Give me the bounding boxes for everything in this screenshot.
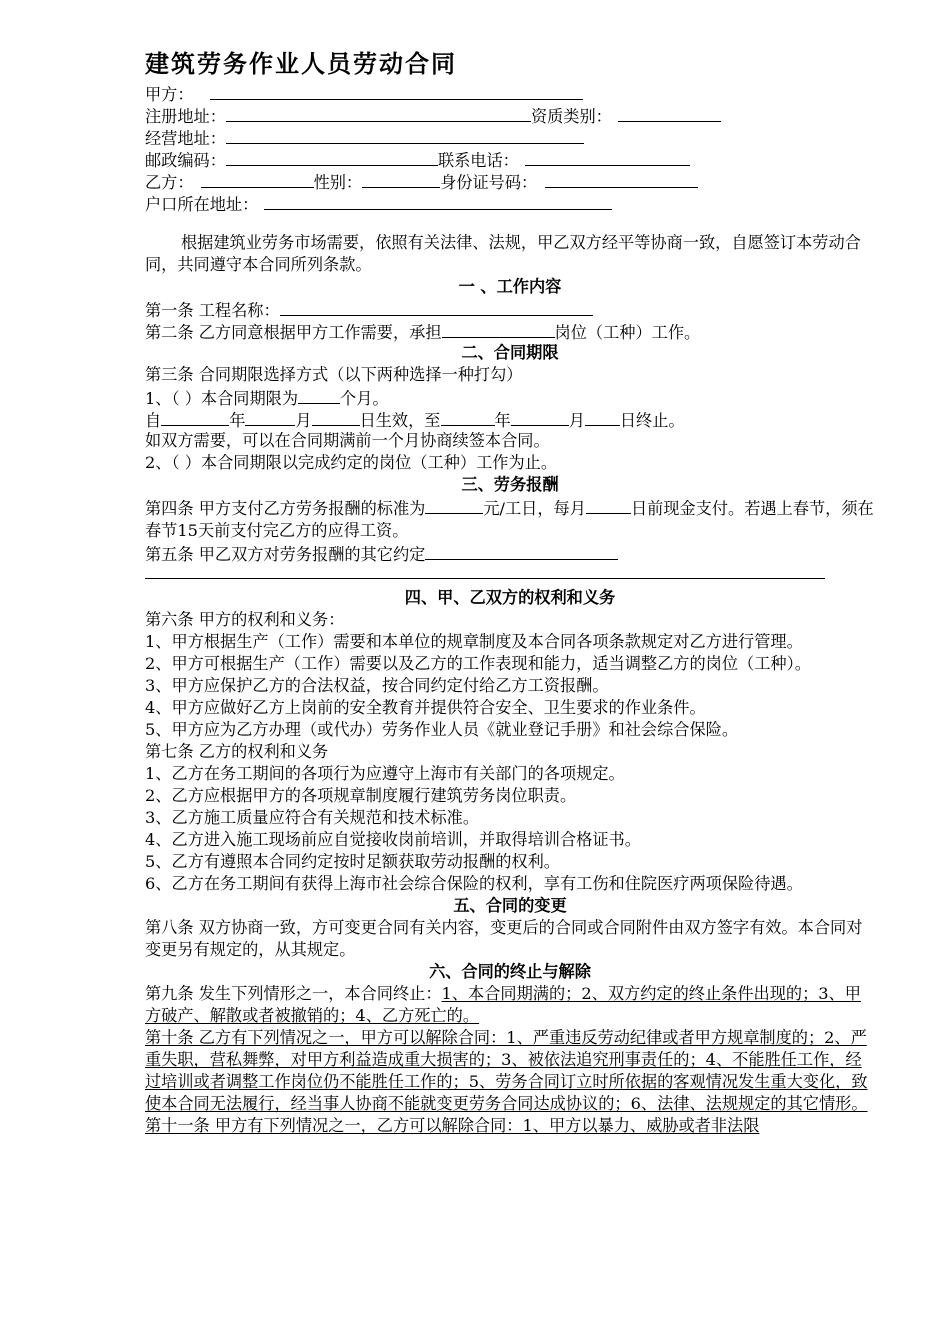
article-7-item: 3、乙方施工质量应符合有关规范和技术标准。 <box>145 808 480 827</box>
article-6: 第六条 甲方的权利和义务： <box>145 610 345 629</box>
intro-paragraph: 根据建筑业劳务市场需要，依照有关法律、法规，甲乙双方经平等协商一致，自愿签订本劳动合同，共同遵守本合同所列条款。 <box>145 233 861 274</box>
start-year-blank <box>161 408 229 426</box>
biz-address-line: 经营地址： <box>145 126 875 148</box>
article-4: 第四条 甲方支付乙方劳务报酬的标准为 元/工日，每月 日前现金支付。若遇上春节，须在春节15天前支付完乙方的应得工资。 <box>145 496 875 542</box>
section-4-heading: 四、甲、乙双方的权利和义务 <box>404 588 616 607</box>
section-6-heading: 六、合同的终止与解除 <box>429 962 591 981</box>
article-6-item: 5、甲方应为乙方办理（或代办）劳务作业人员《就业登记手册》和社会综合保险。 <box>145 720 739 739</box>
article-6-item: 1、甲方根据生产（工作）需要和本单位的规章制度及本合同各项条款规定对乙方进行管理。 <box>145 632 803 651</box>
start-month-blank <box>245 408 295 426</box>
article-6-item: 3、甲方应保护乙方的合法权益，按合同约定付给乙方工资报酬。 <box>145 676 609 695</box>
section-2-heading: 二、合同期限 <box>461 343 559 362</box>
end-month-blank <box>511 408 569 426</box>
postcode-line: 邮政编码： 联系电话： <box>145 148 875 170</box>
contract-page <box>145 48 875 1137</box>
article-8: 第八条 双方协商一致，方可变更合同有关内容，变更后的合同或合同附件由双方签字有效。本合同对变更另有规定的，从其规定。 <box>145 918 863 959</box>
party-b-line: 乙方： 性别： 身份证号码： <box>145 170 875 192</box>
phone-blank <box>525 148 690 166</box>
article-6-item: 4、甲方应做好乙方上岗前的安全教育并提供符合安全、卫生要求的作业条件。 <box>145 698 706 717</box>
postcode-blank <box>226 148 438 166</box>
pay-day-blank <box>586 496 631 514</box>
document-title: 建筑劳务作业人员劳动合同 <box>145 50 457 78</box>
project-name-blank <box>280 298 593 316</box>
gender-blank <box>362 170 440 188</box>
end-day-blank <box>585 408 620 426</box>
section-5-heading: 五、合同的变更 <box>453 896 567 915</box>
article-9: 第九条 发生下列情形之一，本合同终止：1、本合同期满的；2、双方约定的终止条件出现的；3、甲方破产、解散或者被撤销的；4、乙方死亡的。 <box>145 984 861 1025</box>
other-agreement-rule <box>145 564 825 579</box>
date-range-line: 自 年 月 日生效，至 年 月 日终止。 <box>145 408 875 430</box>
reg-address-line: 注册地址： 资质类别： <box>145 104 875 126</box>
other-agreement-blank <box>425 542 618 560</box>
start-day-blank <box>312 408 360 426</box>
option-1-line: 1、（ ）本合同期限为 个月。 <box>145 386 875 408</box>
biz-address-blank <box>226 126 584 144</box>
article-6-item: 2、甲方可根据生产（工作）需要以及乙方的工作表现和能力，适当调整乙方的岗位（工种）。 <box>145 654 811 673</box>
reg-address-blank <box>226 104 531 122</box>
article-5: 第五条 甲乙双方对劳务报酬的其它约定 <box>145 542 875 564</box>
hukou-line: 户口所在地址： <box>145 192 875 214</box>
article-7-item: 2、乙方应根据甲方的各项规章制度履行建筑劳务岗位职责。 <box>145 786 577 805</box>
article-11: 第十一条 甲方有下列情况之一，乙方可以解除合同：1、甲方以暴力、威胁或者非法限 <box>145 1116 760 1135</box>
article-7-item: 5、乙方有遵照本合同约定按时足额获取劳动报酬的权利。 <box>145 852 560 871</box>
position-blank <box>442 320 555 338</box>
daily-rate-blank <box>425 496 483 514</box>
party-b-blank <box>201 170 314 188</box>
qualification-blank <box>618 104 721 122</box>
article-7: 第七条 乙方的权利和义务 <box>145 742 329 761</box>
option-2-line: 2、（ ）本合同期限以完成约定的岗位（工种）工作为止。 <box>145 453 558 472</box>
section-3-heading: 三、劳务报酬 <box>461 475 559 494</box>
end-year-blank <box>441 408 495 426</box>
article-7-item: 6、乙方在务工期间有获得上海市社会综合保险的权利，享有工伤和住院医疗两项保险待遇。 <box>145 874 803 893</box>
article-2: 第二条 乙方同意根据甲方工作需要，承担 岗位（工种）工作。 <box>145 320 875 342</box>
renew-line: 如双方需要，可以在合同期满前一个月协商续签本合同。 <box>145 431 550 450</box>
article-7-item: 1、乙方在务工期间的各项行为应遵守上海市有关部门的各项规定。 <box>145 764 625 783</box>
article-10: 第十条 乙方有下列情况之一，甲方可以解除合同：1、严重违反劳动纪律或者甲方规章制度的；2、严重失职，营私舞弊，对甲方利益造成重大损害的；3、被依法追究刑事责任的；4、不能胜任工作，经过培训或者调整工作岗位仍不能胜任工作的；5、劳务合同订立时所依据的客观情况发生重大变化，致使本合同无法履行，经当事人协商不能就变更劳务合同达成协议的；6、法律、法规规定的其它情形。 <box>145 1028 868 1113</box>
months-blank <box>298 386 340 404</box>
article-1: 第一条 工程名称： <box>145 298 875 320</box>
id-number-blank <box>545 170 698 188</box>
article-3: 第三条 合同期限选择方式（以下两种选择一种打勾） <box>145 365 523 384</box>
party-a-blank <box>210 82 583 100</box>
party-a-line: 甲方： <box>145 82 875 104</box>
hukou-blank <box>264 192 612 210</box>
section-1-heading: 一 、工作内容 <box>458 277 562 296</box>
article-7-item: 4、乙方进入施工现场前应自觉接收岗前培训，并取得培训合格证书。 <box>145 830 641 849</box>
